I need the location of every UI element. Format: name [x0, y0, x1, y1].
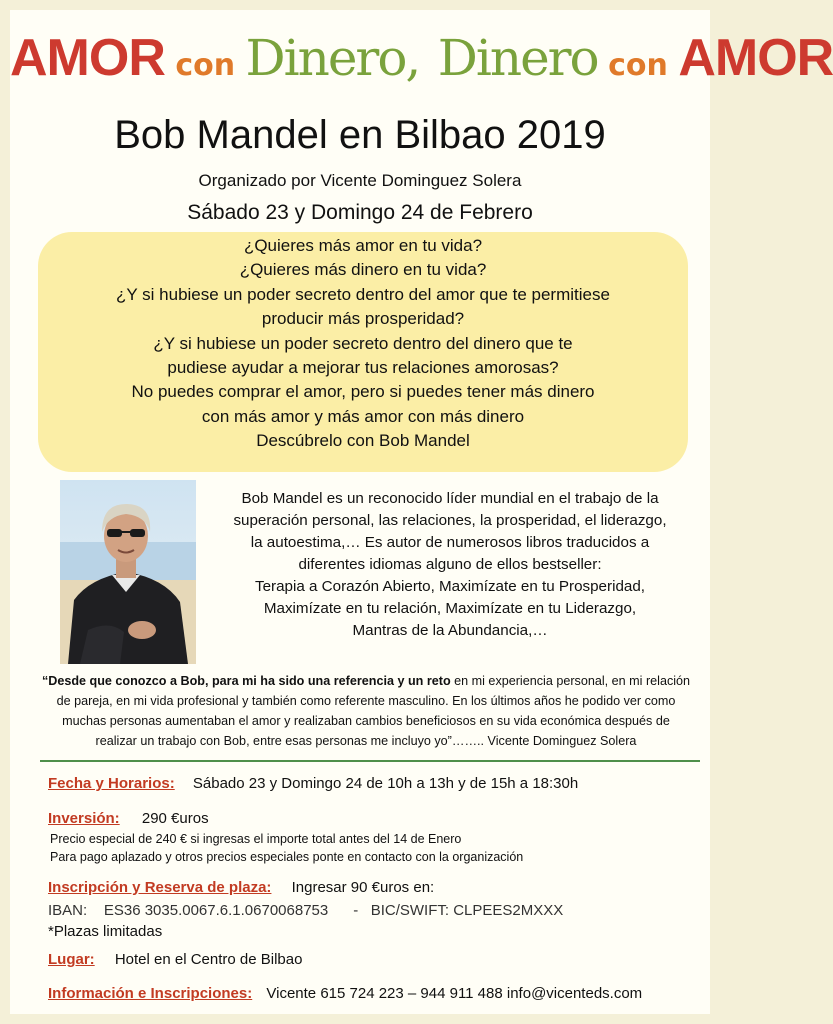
event-dates: Sábado 23 y Domingo 24 de Febrero [187, 201, 533, 224]
bio-line: Mantras de la Abundancia,… [352, 622, 548, 639]
divider [40, 760, 700, 762]
pago-aplazado: Para pago aplazado y otros precios especiales ponte en contacto con la organización [50, 850, 524, 864]
flyer [10, 10, 833, 1014]
bio-line: Bob Mandel es un reconocido líder mundial en el trabajo de la [241, 490, 659, 507]
page-title: Bob Mandel en Bilbao 2019 [114, 113, 606, 157]
banner-word-con: con [175, 48, 236, 83]
inscripcion-value: Ingresar 90 €uros en: [291, 879, 435, 896]
precio-especial: Precio especial de 240 € si ingresas el importe total antes del 14 de Enero [50, 832, 462, 846]
info-row [48, 985, 642, 1002]
lugar-value: Hotel en el Centro de Bilbao [114, 951, 303, 968]
bio-line: Maximízate en tu relación, Maximízate en tu Liderazgo, [263, 600, 637, 617]
lugar-row [48, 951, 302, 968]
inversion-row [48, 810, 209, 827]
fecha-label: Fecha y Horarios: [48, 775, 175, 792]
bio-line: superación personal, las relaciones, la prosperidad, el liderazgo, [233, 512, 667, 529]
organizer-line: Organizado por Vicente Dominguez Solera [198, 171, 522, 190]
inscripcion-row [48, 879, 434, 896]
testimonial-quote [40, 671, 692, 751]
info-label: Información e Inscripciones: [48, 985, 253, 1002]
plazas-limitadas: *Plazas limitadas [48, 923, 163, 940]
fecha-value: Sábado 23 y Domingo 24 de 10h a 13h y de 15h a 18:30h [192, 775, 579, 792]
question-line: ¿Y si hubiese un poder secreto dentro del amor que te permitiese [116, 284, 610, 304]
bio-paragraph [210, 488, 690, 642]
banner-word-amor-2: AMOR [678, 29, 833, 87]
fecha-row [48, 775, 578, 792]
banner-comma: , [405, 29, 422, 87]
question-line: ¿Quieres más amor en tu vida? [243, 236, 483, 255]
quote-bold: “Desde que conozco a Bob, para mi ha sido una referencia y un reto [41, 674, 451, 688]
question-line: ¿Quieres más dinero en tu vida? [239, 260, 487, 280]
lugar-label: Lugar: [48, 951, 95, 968]
question-line: con más amor y más amor con más dinero [201, 406, 525, 426]
banner-word-dinero: Dinero [245, 29, 406, 87]
question-line: No puedes comprar el amor, pero si puedes tener más dinero [131, 382, 595, 402]
inversion-value: 290 €uros [141, 810, 209, 827]
banner-word-dinero-2: Dinero [437, 29, 598, 87]
bob-mandel-photo [60, 480, 196, 664]
question-line: producir más prosperidad? [261, 309, 465, 329]
banner-word-amor: AMOR [10, 29, 165, 87]
inscripcion-label: Inscripción y Reserva de plaza: [48, 879, 272, 896]
inversion-label: Inversión: [48, 810, 120, 827]
banner-word-con-2: con [608, 48, 668, 83]
iban-line: IBAN: ES36 3035.0067.6.1.0670068753 - BIC/SWIFT: CLPEES2MXXX [48, 902, 564, 919]
quote-rest: en mi experiencia personal, en mi relación de pareja, en mi vida profesional y también como referente masculino. En los últimos años he podido ver como muchas personas aumentaban el amor y realizaban cambios beneficiosos en su vida económica después de realizar un trabajo con Bob, entre esas personas me incluyo yo”…….. Vicente Dominguez Solera [56, 674, 691, 748]
question-line: Descúbrelo con Bob Mandel [256, 431, 470, 451]
bio-line: Terapia a Corazón Abierto, Maximízate en tu Prosperidad, [254, 578, 645, 595]
bio-line: diferentes idiomas alguno de ellos bestseller: [298, 556, 602, 573]
info-value: Vicente 615 724 223 – 944 911 488 info@vicenteds.com [266, 985, 643, 1002]
question-line: pudiese ayudar a mejorar tus relaciones amorosas? [167, 358, 559, 378]
question-line: ¿Y si hubiese un poder secreto dentro del dinero que te [153, 333, 573, 353]
banner-title [10, 28, 833, 106]
bio-line: la autoestima,… Es autor de numerosos libros traducidos a [250, 534, 650, 551]
questions-box [38, 232, 688, 472]
